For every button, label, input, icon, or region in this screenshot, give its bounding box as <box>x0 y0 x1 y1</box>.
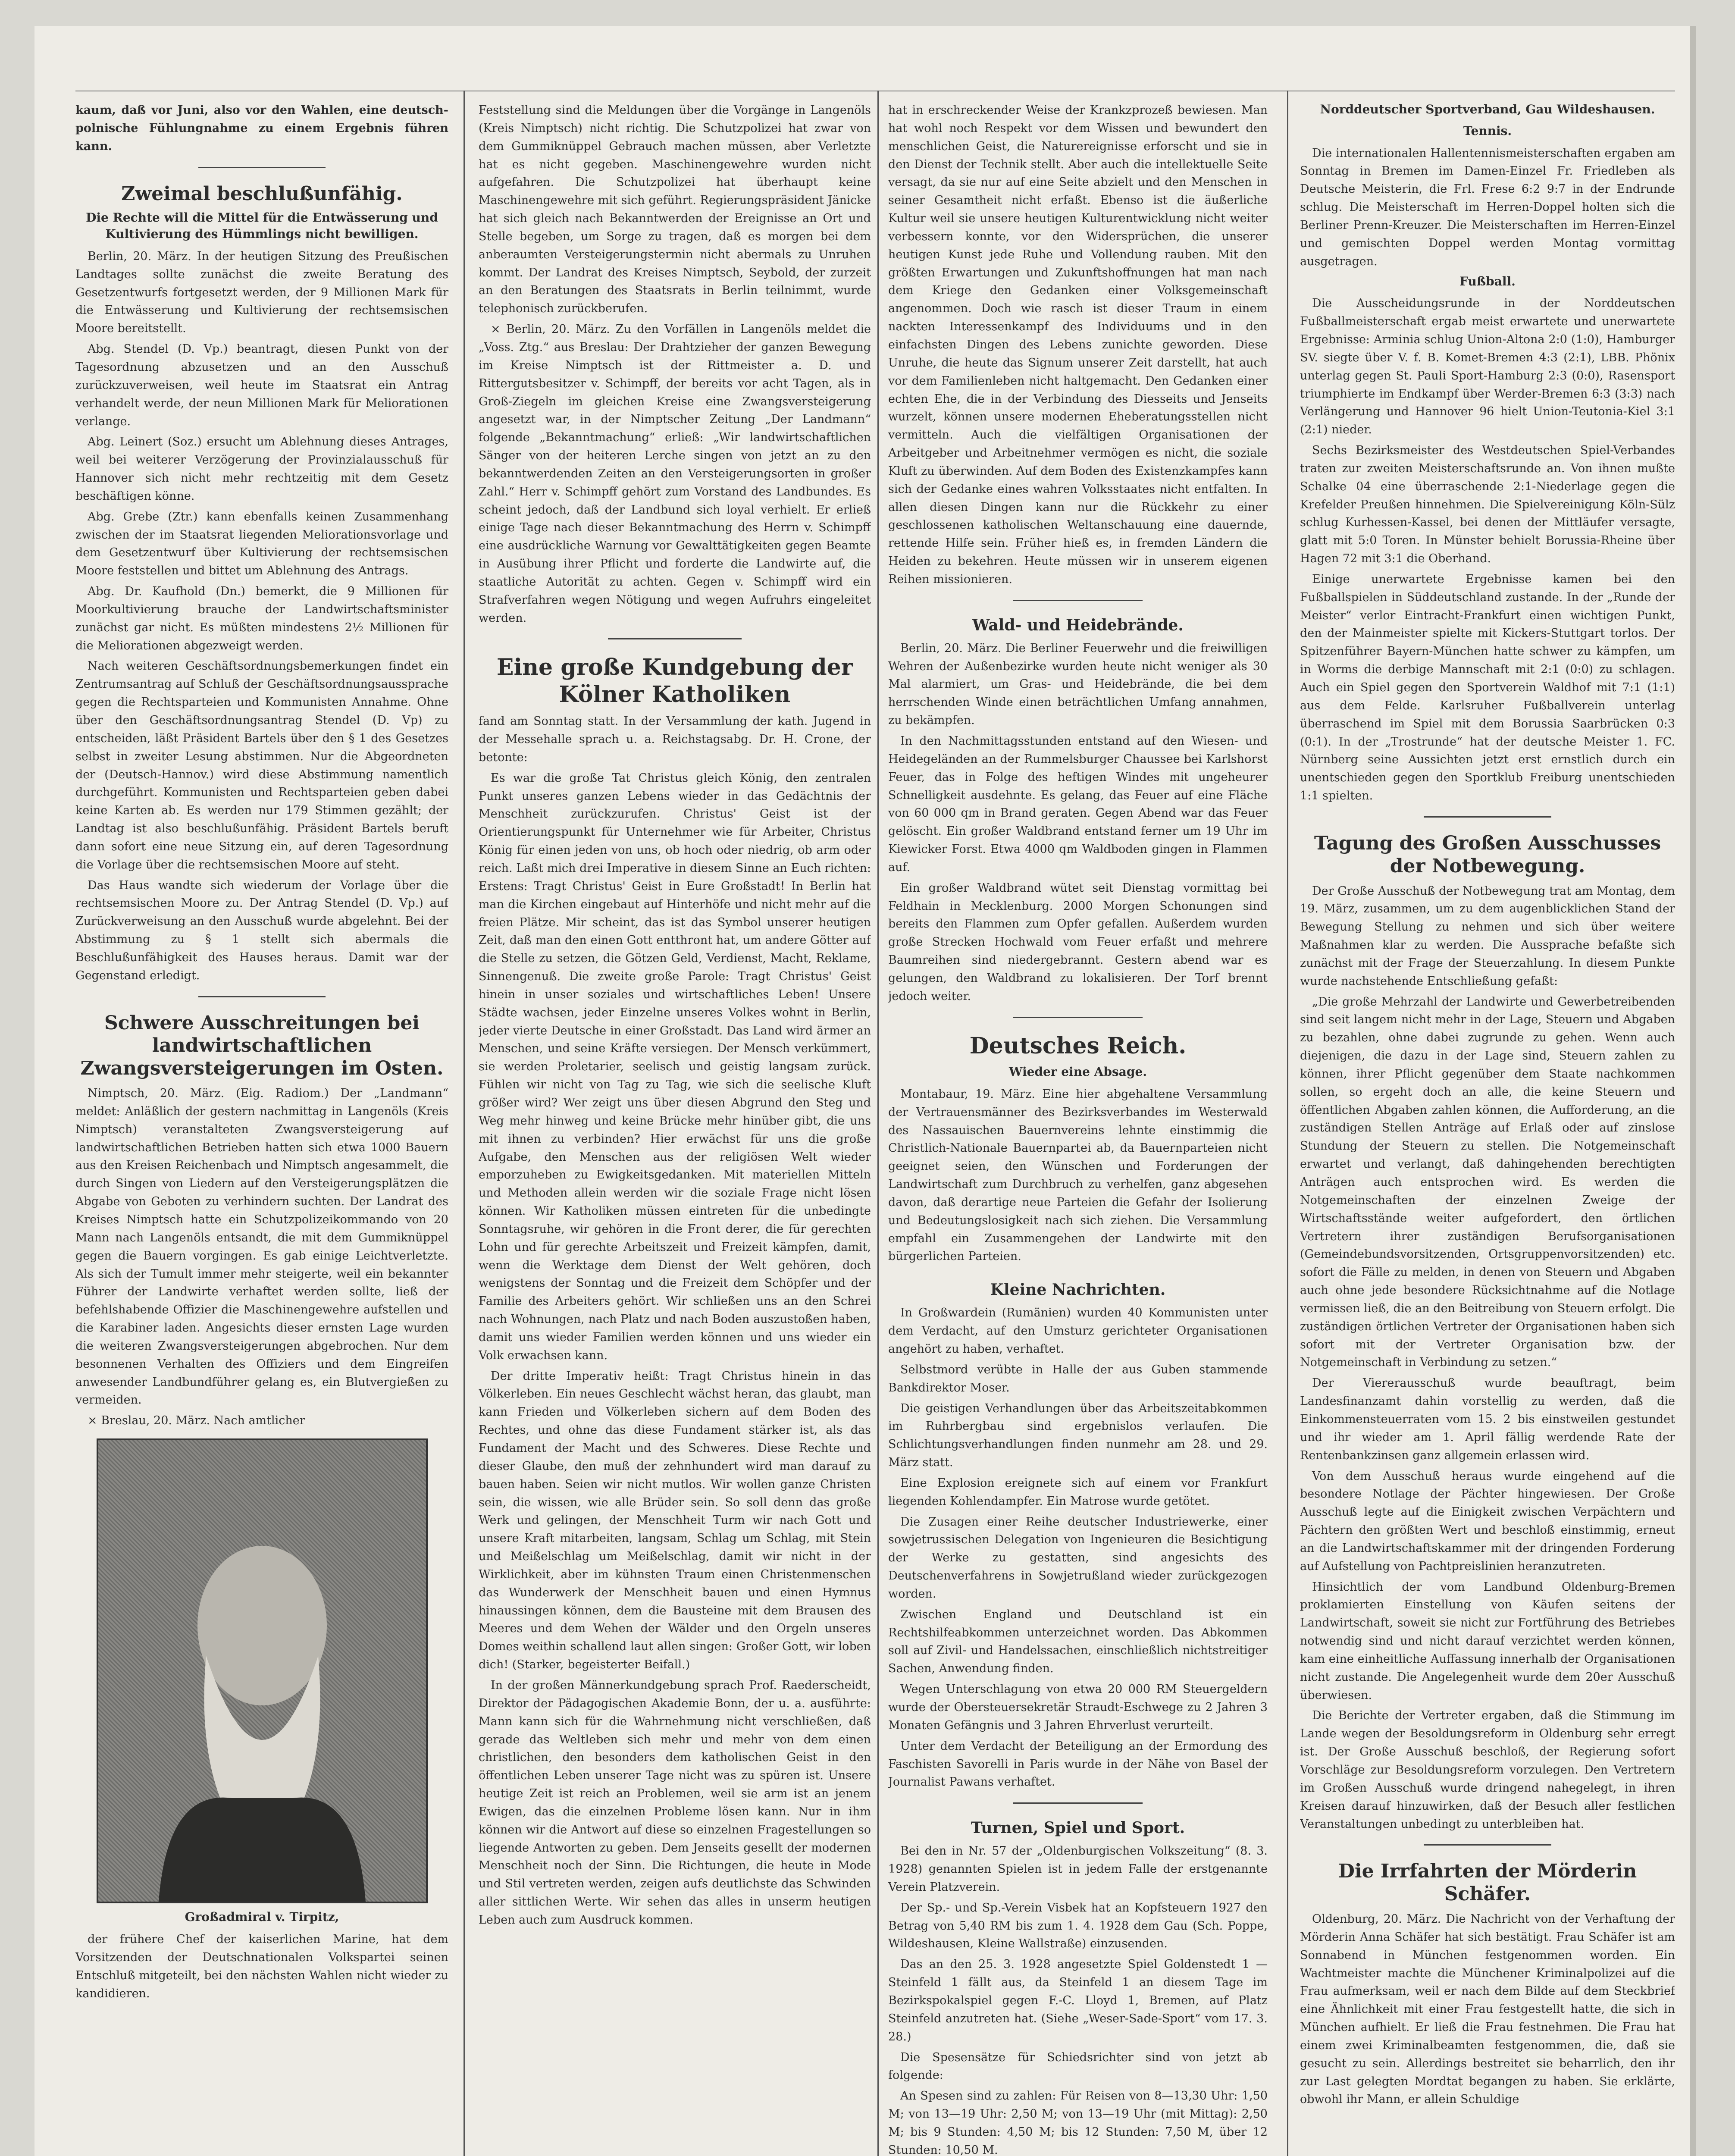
newspaper-page <box>34 26 1696 2156</box>
divider <box>198 996 325 997</box>
paragraph: Selbstmord verübte in Halle der aus Guben stammende Bankdirektor Moser. <box>888 1363 1268 1395</box>
paragraph: fand am Sonntag statt. In der Versammlung der kath. Jugend in der Messehalle sprach u. a. Reichstagsabg. Dr. H. Crone, der betonte: <box>479 714 871 764</box>
paragraph: Das Haus wandte sich wiederum der Vorlage über die rechtsemsischen Moore zu. Der Antrag Stendel (D. Vp.) auf Zurückverweisung an den Ausschuß wurde abgelehnt. Bei der Abstimmung zu § 1 stellt sich abermals die Beschlußunfähigkeit des Hauses heraus. Damit war der Gegenstand erledigt. <box>75 878 448 982</box>
divider <box>1013 1802 1142 1804</box>
paragraph: Berlin, 20. März. In der heutigen Sitzung des Preußischen Landtages sollte zunächst die zweite Beratung des Gesetzentwurfs fortgesetzt werden, der 9 Millionen Mark für die Entwässerung und Kultivierung der rechtsemsischen Moore bereitstellt. <box>75 249 448 335</box>
headline-kundgebung: Eine große Kundgebung der Kölner Katholiken <box>496 654 853 708</box>
divider <box>1424 1844 1551 1846</box>
headline-waldbraende: Wald- und Heidebrände. <box>972 616 1184 634</box>
photo-caption: Großadmiral v. Tirpitz, <box>185 1910 339 1924</box>
paragraph: Ein großer Waldbrand wütet seit Dienstag vormittag bei Feldhain in Mecklenburg. 2000 Morgen Schonungen sind bereits den Flammen zum Opfer gefallen. Außerdem wurden große Strecken Hochwald vom Feuer erfaßt und mehrere Baumreihen sind niedergebrannt. Gestern abend war es gelungen, den Waldbrand zu lokalisieren. Der Torf brennt jedoch weiter. <box>888 881 1268 1003</box>
paragraph: Abg. Leinert (Soz.) ersucht um Ablehnung dieses Antrages, weil bei weiterer Verzögerung der Provinzialausschuß für Hannover sich nicht mehr rechtzeitig mit dem Gesetz beschäftigen könne. <box>75 435 448 503</box>
headline-kleine-nachrichten: Kleine Nachrichten. <box>990 1281 1166 1299</box>
paragraph: In der großen Männerkundgebung sprach Prof. Raederscheidt, Direktor der Pädagogischen Akademie Bonn, der u. a. ausführte: Mann kann sich für die Wahrnehmung nicht verschließen, daß gerade das Weltleben sich mehr und mehr von dem einen christlichen, den besonders dem katholischen Geist in den öffentlichen Leben unserer Tage nicht was zu spüren ist. Unsere heutige Zeit ist reich an Problemen, weil sie arm ist an jenem Ewigen, das die einzelnen Probleme lösen kann. Nur in ihm können wir die Antwort auf diese so einzelnen Fragestellungen so liegende Antworten zu geben. Dem Jenseits gesellt der modernen Menschheit noch der Sinn. Die Richtungen, die heute in Mode und Stil vertreten werden, zeigen aufs deutlichste das Schwinden aller sittlichen Werte. Wir sehen das alles in unserm heutigen Leben auch zum Ausdruck kommen. <box>479 1678 871 1927</box>
divider <box>198 167 325 168</box>
paragraph: Feststellung sind die Meldungen über die Vorgänge in Langenöls (Kreis Nimptsch) nicht richtig. Die Schutzpolizei hat zwar von dem Gummiknüppel Gebrauch machen müssen, aber Verletzte hat es nicht gegeben. Maschinengewehre wurden nicht aufgefahren. Die Schutzpolizei hat überhaupt keine Maschinengewehre mit sich geführt. Regierungspräsident Jänicke hat sich gleich nach Bekanntwerden der Ereignisse an Ort und Stelle begeben, um Sorge zu tragen, daß es morgen bei dem anberaumten Versteigerungstermin nicht abermals zu Unruhen kommt. Der Landrat des Kreises Nimptsch, Seybold, der zurzeit an den Beratungen des Staatsrats in Berlin teilnimmt, wurde telephonisch zurückberufen. <box>479 103 871 316</box>
column-1 <box>75 101 448 2156</box>
paragraph: Der Sp.- und Sp.-Verein Visbek hat an Kopfsteuern 1927 den Betrag von 5,40 RM bis zum 1. 4. 1928 dem Gau (Sch. Poppe, Wildeshausen, Kleine Wallstraße) einzusenden. <box>888 1901 1268 1951</box>
lead-text: kaum, daß vor Juni, also vor den Wahlen, eine deutsch-polnische Fühlungnahme zu einem Ergebnis führen kann. <box>75 103 448 153</box>
paragraph: Von dem Ausschuß heraus wurde eingehend auf die besondere Notlage der Pächter hingewiesen. Der Große Ausschuß legte auf die Einigkeit zwischen Verpächtern und Pächtern den größten Wert und beschloß einstimmig, erneut an die Landwirtschaftskammer mit der dringenden Forderung auf Aufstellung von Pachtpreislinien heranzutreten. <box>1300 1469 1675 1573</box>
divider <box>608 638 741 639</box>
paragraph: Berlin, 20. März. Die Berliner Feuerwehr und die freiwilligen Wehren der Außenbezirke wurden heute nicht weniger als 30 Mal alarmiert, um Gras- und Heidebrände, die bei dem herrschenden Winde einen beträchtlichen Umfang annahmen, zu bekämpfen. <box>888 641 1268 727</box>
paragraph: In Großwardein (Rumänien) wurden 40 Kommunisten unter dem Verdacht, auf den Umsturz gerichteter Organisationen angehört zu haben, verhaftet. <box>888 1306 1268 1356</box>
paragraph: Die Zusagen einer Reihe deutscher Industriewerke, einer sowjetrussischen Delegation von Ingenieuren die Besichtigung der Werke zu gestatten, sind angesichts des Deutschenverfahrens in Sowjetrußland wieder zurückgezogen worden. <box>888 1515 1268 1601</box>
column-rule <box>464 91 465 2156</box>
paragraph: Einige unerwartete Ergebnisse kamen bei den Fußballspielen in Süddeutschland zustande. In der „Runde der Meister“ verlor Eintracht-Frankfurt einen wichtigen Punkt, den der Mainmeister spielte mit Kickers-Stuttgart torlos. Der Spitzenführer Bayern-München hatte schwer zu kämpfen, um in Worms die derbige Mannschaft mit 2:1 (0:0) zu schlagen. Auch ein Spiel gegen den Sportverein Waldhof mit 7:1 (1:1) aus dem Felde. Karlsruher Fußballverein unterlag überraschend im Spiel mit dem Borussia Saarbrücken 0:3 (0:1). In der „Trostrunde“ hat der deutsche Meister 1. FC. Nürnberg seine Aussichten jetzt erst ernstlich durch ein unentschieden gegen den Sportklub Freiburg unentschieden 1:1 spielten. <box>1300 572 1675 803</box>
paragraph: Die Berichte der Vertreter ergaben, daß die Stimmung im Lande wegen der Besoldungsreform in Oldenburg sehr erregt ist. Der Große Ausschuß beschloß, der Regierung sofort Vorschläge zur Besoldungsreform vorzulegen. Den Vertretern im Großen Ausschuß wurde dringend nahegelegt, in ihren Kreisen darauf hinzuwirken, daß der Besuch aller festlichen Veranstaltungen unbedingt zu unterbleiben hat. <box>1300 1709 1675 1831</box>
paragraph: Oldenburg, 20. März. Die Nachricht von der Verhaftung der Mörderin Anna Schäfer hat sich bestätigt. Frau Schäfer ist am Sonnabend in München festgenommen worden. Ein Wachtmeister machte die Münchener Kriminalpolizei auf die Frau aufmerksam, weil er nach dem Bilde auf dem Steckbrief eine Ähnlichkeit mit einer Frau festgestellt hatte, die sich in München aufhielt. Er ließ die Frau festnehmen. Die Frau hat einem zwei Kriminalbeamten festgenommen, die, daß sie gesucht zu sein. Allerdings bestreitet sie beharrlich, den ihr zur Last gelegten Mordtat begangen zu haben. Sie erklärte, obwohl ihr Mann, er allein Schuldige <box>1300 1912 1675 2106</box>
headline-irrfahrten: Die Irrfahrten der Mörderin Schäfer. <box>1338 1860 1637 1905</box>
section-header: Fußball. <box>1459 274 1516 288</box>
divider <box>1013 1017 1142 1018</box>
paragraph: Montabaur, 19. März. Eine hier abgehaltene Versammlung der Vertrauensmänner des Bezirksverbandes im Westerwald des Nassauischen Bauernvereins lehnte einstimmig die Christlich-Nationale Bauernpartei ab, da Bauernparteien nicht geeignet seien, den Wünschen und Forderungen der Landwirtschaft zum Durchbruch zu verhelfen, ganz abgesehen davon, daß derartige neue Parteien die Gefahr der Isolierung und Bedeutungslosigkeit nach sich ziehen. Die Versammlung empfahl ein Zusammengehen der Landwirte mit den bürgerlichen Parteien. <box>888 1087 1268 1263</box>
divider <box>1013 600 1142 601</box>
column-rule <box>1287 91 1288 2156</box>
paragraph: Die geistigen Verhandlungen über das Arbeitszeitabkommen im Ruhrbergbau sind ergebnislos verlaufen. Die Schlichtungsverhandlungen finden nunmehr am 28. und 29. März statt. <box>888 1401 1268 1470</box>
paragraph: Zwischen England und Deutschland ist ein Rechtshilfeabkommen unterzeichnet worden. Das Abkommen soll auf Zivil- und Handelssachen, einschließlich nichtstreitiger Sachen, Anwendung finden. <box>888 1608 1268 1676</box>
paragraph: Das an den 25. 3. 1928 angesetzte Spiel Goldenstedt 1 — Steinfeld 1 fällt aus, da Steinfeld 1 an diesem Tage im Bezirkspokalspiel gegen F.-C. Lloyd 1, Bremen, auf Platz Steinfeld anzutreten hat. (Siehe „Weser-Sade-Sport“ vom 17. 3. 28.) <box>888 1958 1268 2043</box>
portrait-figure <box>133 1514 391 1902</box>
paragraph: Die Spesensätze für Schiedsrichter sind von jetzt ab folgende: <box>888 2050 1268 2082</box>
headline-sport: Turnen, Spiel und Sport. <box>971 1819 1185 1837</box>
paragraph: Wegen Unterschlagung von etwa 20 000 RM Steuergeldern wurde der Obersteuersekretär Straudt-Eschwege zu 2 Jahren 3 Monaten Gefängnis und 3 Jahren Ehrverlust verurteilt. <box>888 1683 1268 1732</box>
divider <box>1424 816 1551 818</box>
paragraph: Eine Explosion ereignete sich auf einem vor Frankfurt liegenden Kohlendampfer. Ein Matrose wurde getötet. <box>888 1476 1268 1508</box>
paragraph: Nach weiteren Geschäftsordnungsbemerkungen findet ein Zentrumsantrag auf Schluß der Geschäftsordnungsaussprache gegen die Rechtsparteien und Kommunisten Annahme. Ohne über den Geschäftsordnungsantrag Stendel (D. Vp) zu entscheiden, läßt Präsident Bartels über den § 1 des Gesetzes selbst in zweiter Lesung abstimmen. Nur die Abgeordneten der (Deutsch-Hannov.) wird diese Abstimmung namentlich durchgeführt. Kommunisten und Rechtsparteien geben dabei keine Karten ab. Es werden nur 179 Stimmen gezählt; der Landtag ist also beschlußunfähig. Präsident Bartels beruft dann sofort eine neue Sitzung ein, auf deren Tagesordnung die Vorlage über die rechtsemsischen Moore auf steht. <box>75 659 448 871</box>
column-4 <box>1300 101 1675 2156</box>
paragraph: Hinsichtlich der vom Landbund Oldenburg-Bremen proklamierten Einstellung von Käufen seitens der Landwirtschaft, soweit sie nicht zur Fortführung des Betriebes notwendig sind und nicht darauf verzichtet werden können, kam eine einheitliche Auffassung innerhalb der Organisationen nicht zustande. Die Angelegenheit wurde dem 20er Ausschuß überwiesen. <box>1300 1580 1675 1702</box>
headline-tagung: Tagung des Großen Ausschusses der Notbewegung. <box>1314 832 1661 877</box>
paragraph: „Die große Mehrzahl der Landwirte und Gewerbetreibenden sind seit langem nicht mehr in der Lage, Steuern und Abgaben zu bezahlen, ohne dabei zugrunde zu gehen. Wenn auch diejenigen, die dazu in der Lage sind, Steuern zahlen zu können, ihrer Pflicht gegenüber dem Staate nachkommen sollen, so ergeht doch an alle, die keine Steuern und öffentlichen Abgaben zahlen können, die Aufforderung, an die zuständigen Stellen Anträge auf Erlaß oder auf zinslose Stundung der Steuern zu stellen. Die Notgemeinschaft erwartet und verlangt, daß dahingehenden berechtigten Anträgen auch entsprochen wird. Es werden die Notgemeinschaften der einzelnen Zweige der Wirtschaftsstände weiter aufgefordert, den örtlichen Vertretern ihrer zuständigen Berufsorganisationen (Gemeindebundsvorsitzenden, Ortsgruppenvorsitzenden) etc. sofort die Fälle zu melden, in denen von Steuern und Abgaben auch ohne jede besondere Rücksichtnahme auf die Notlage vermissen ließ, die an den Beitreibung von Steuern erfolgt. Die zuständigen örtlichen Vertreter der Organisationen haben sich sofort mit der Vertreter Organisation bzw. der Notgemeinschaft in Verbindung zu setzen.“ <box>1300 995 1675 1369</box>
section-header: Tennis. <box>1463 123 1512 138</box>
headline-deutsches-reich: Deutsches Reich. <box>969 1032 1187 1059</box>
paragraph: × Berlin, 20. März. Zu den Vorfällen in Langenöls meldet die „Voss. Ztg.“ aus Breslau: Der Drahtzieher der ganzen Bewegung im Kreise Nimptsch ist der Rittmeister a. D. und Rittergutsbesitzer v. Schimpff, der bereits vor acht Tagen, als in Groß-Ziegeln im gleichen Kreise eine Zwangsversteigerung angesetzt war, in der Nimptscher Zeitung „Der Landmann“ folgende „Bekanntmachung“ erließ: „Wir landwirtschaftlichen Sänger von der heiteren Lerche singen von jetzt an zu den bekanntwerdenden Zeiten an den Versteigerungsorten in großer Zahl.“ Herr v. Schimpff gehört zum Vorstand des Landbundes. Es scheint jedoch, daß der Landbund sich loyal verhielt. Er erließ einige Tage nach dieser Bekanntmachung des Herrn v. Schimpff eine ausdrückliche Warnung vor Gewalttätigkeiten gegen Beamte in Ausübung ihrer Pflicht und forderte die Landwirte auf, die staatliche Autorität zu achten. Gegen v. Schimpff wird ein Strafverfahren wegen Nötigung und wegen Aufruhrs eingeleitet werden. <box>479 323 871 625</box>
paragraph: Der Große Ausschuß der Notbewegung trat am Montag, dem 19. März, zusammen, um zu dem augenblicklichen Stand der Bewegung Stellung zu nehmen und sich über weitere Maßnahmen klar zu werden. Die Aussprache befaßte sich zunächst mit der Frage der Steuerzahlung. In diesem Punkte wurde nachstehende Entschließung gefaßt: <box>1300 884 1675 988</box>
portrait-photo <box>97 1438 428 1903</box>
paragraph: × Breslau, 20. März. Nach amtlicher <box>88 1414 305 1428</box>
section-header: Norddeutscher Sportverband, Gau Wildeshausen. <box>1320 102 1655 116</box>
paragraph: Unter dem Verdacht der Beteiligung an der Ermordung des Faschisten Savorelli in Paris wurde in der Nähe von Basel der Journalist Pawans verhaftet. <box>888 1739 1268 1789</box>
paragraph: Es war die große Tat Christus gleich König, den zentralen Punkt unseres ganzen Lebens wieder in das Gedächtnis der Menschheit zurückzurufen. Christus' Geist ist der Orientierungspunkt für Unternehmer wie für Arbeiter, Christus König für einen jeden von uns, ob hoch oder niedrig, ob arm oder reich. Laßt mich drei Imperative in diesem Sinne an Euch richten: Erstens: Tragt Christus' Geist in Eure Großstadt! In Berlin hat man die Kirchen eingebaut auf Hinterhöfe und nicht mehr auf die freien Plätze. Mir scheint, das ist das Symbol unserer heutigen Zeit, daß man den einen Gott entthront hat, um andere Götter auf die Stelle zu setzen, die Götzen Geld, Verdienst, Macht, Reklame, Sinnengenuß. Die zweite große Parole: Tragt Christus' Geist hinein in unser soziales und wirtschaftliches Leben! Unsere Städte wachsen, jeder Einzelne unseres Volkes wohnt in Berlin, jeder vierte Deutsche in einer Großstadt. Das Land wird ärmer an Menschen, und seine Kräfte versiegen. Der Mensch verkümmert, sie werden Proletarier, seelisch und geistig langsam zurück. Fühlen wir nicht von Tag zu Tag, wie sich die seelische Kluft größer wird? Wer zeigt uns über diesen Abgrund den Steg und Weg mehr hinweg und keine Brücke mehr hinüber gibt, die uns mit ihnen zu verbinden? Hier erwächst für uns die große Aufgabe, den Menschen aus der religiösen Welt wieder emporzuheben zu Ewigkeitsgedanken. Mit materiellen Mitteln und Methoden allein werden wir die soziale Frage nicht lösen können. Wir Katholiken müssen eintreten für die unbedingte Sonntagsruhe, wir gehören in die Front derer, die für gerechten Lohn und für gerechte Arbeitszeit und Freizeit kämpfen, damit, wenn die Werktage dem Dienst der Welt gehören, doch wenigstens der Sonntag und die Freizeit dem Schöpfer und der Familie des Arbeiters gehört. Wir schließen uns an den Schrei nach Wohnungen, nach Platz und nach Boden auszustoßen haben, damit uns wieder Familien werden können und uns wieder ein Volk erwachsen kann. <box>479 771 871 1362</box>
column-3 <box>888 101 1268 2156</box>
paragraph: Der dritte Imperativ heißt: Tragt Christus hinein in das Völkerleben. Ein neues Geschlecht wächst heran, das glaubt, man kann Frieden und Völkerleben sichern auf dem Boden des Rechtes, und ohne das diese Fundament stärker ist, als das Fundament der Macht und des Schweres. Diese Rechte und dieser Glaube, den muß der zehnhundert wird man darauf zu bauen haben. Seien wir nicht mutlos. Wir wollen ganze Christen sein, die wissen, wie alle Brüder sein. So soll denn das große Werk und gelingen, der Menschheit Turm wir nach Gott und unsere Kraft mitarbeiten, langsam, Schlag um Schlag, mit Stein und Meißelschlag um Meißelschlag, damit wir nicht in der Wirklichkeit, aber im kühnsten Traum einen Christenmenschen das Wunderwerk der Menschheit bauen und einen Hymnus hinaussingen können, dem die Bausteine mit dem Brausen des Meeres und dem Wehen der Wälder und den Orgeln unseres Domes weithin schallend laut allen singen: Großer Gott, wir loben dich! (Starker, begeisterter Beifall.) <box>479 1369 871 1672</box>
paragraph: Abg. Grebe (Ztr.) kann ebenfalls keinen Zusammenhang zwischen der im Staatsrat liegenden Meliorationsvorlage und dem Gesetzentwurf über Kultivierung der rechtsemsischen Moore feststellen und bittet um Ablehnung des Antrags. <box>75 510 448 578</box>
paragraph: An Spesen sind zu zahlen: Für Reisen von 8—13,30 Uhr: 1,50 M; von 13—19 Uhr: 2,50 M; von 13—19 Uhr (mit Mittag): 2,50 M; bis 9 Stunden: 4,50 M; bis 12 Stunden: 7,50 M, über 12 Stunden: 10,50 M. <box>888 2089 1268 2156</box>
paragraph: Abg. Dr. Kaufhold (Dn.) bemerkt, die 9 Millionen für Moorkultivierung brauche der Landwirtschaftsminister zunächst gar nicht. Es müßten mindestens 2½ Millionen für die Meliorationen abgezweigt werden. <box>75 585 448 652</box>
paragraph: Die Ausscheidungsrunde in der Norddeutschen Fußballmeisterschaft ergab meist erwartete und unerwartete Ergebnisse: Arminia schlug Union-Altona 2:0 (1:0), Hamburger SV. siegte über V. f. B. Komet-Bremen 4:3 (2:1), LBB. Phönix unterlag gegen St. Pauli Sport-Hamburg 2:3 (0:0), Rasensport triumphierte im Endkampf über Werder-Bremen 6:3 (3:3) nach Verlängerung und Hannover 96 hielt Union-Teutonia-Kiel 3:1 (2:1) nieder. <box>1300 297 1675 437</box>
paragraph: Nimptsch, 20. März. (Eig. Radiom.) Der „Landmann“ meldet: Anläßlich der gestern nachmittag in Langenöls (Kreis Nimptsch) veranstalteten Zwangsversteigerung auf landwirtschaftlichen Betrieben hatten sich etwa 1000 Bauern aus den Kreisen Reichenbach und Nimptsch angesammelt, die durch Singen von Liedern auf den Versteigerungsplätzen die Abgabe von Geboten zu verhindern suchten. Der Landrat des Kreises Nimptsch hatte ein Schutzpolizeikommando von 20 Mann nach Langenöls entsandt, die mit dem Gummiknüppel gegen die Bauern vorgingen. Es gab einige Leichtverletzte. Als sich der Tumult immer mehr steigerte, weil ein bekannter Führer der Landwirte verhaftet werden sollte, ließ der befehlshabende Offizier die Maschinengewehre aufstellen und die Karabiner laden. Angesichts dieser ernsten Lage wurden die weiteren Zwangsversteigerungen abgebrochen. Nur dem besonnenen Verhalten des Offiziers und dem Eingreifen anwesender Landbundführer gelang es, ein Blutvergießen zu vermeiden. <box>75 1087 448 1407</box>
column-rule <box>877 91 879 2156</box>
subheadline: Wieder eine Absage. <box>1008 1065 1147 1079</box>
paragraph: Abg. Stendel (D. Vp.) beantragt, diesen Punkt von der Tagesordnung abzusetzen und an den Ausschuß zurückzuverweisen, weil heute im Staatsrat ein Antrag verhandelt werde, der neun Millionen Mark für Meliorationen verlange. <box>75 342 448 428</box>
headline-ausschreitungen: Schwere Ausschreitungen bei landwirtschaftlichen Zwangsversteigerungen im Osten. <box>80 1012 444 1080</box>
headline-beschlussunfaehig: Zweimal beschlußunfähig. <box>121 182 403 205</box>
paragraph: In den Nachmittagsstunden entstand auf den Wiesen- und Heidegeländen an der Rummelsburger Chaussee bei Karlshorst Feuer, das in Folge des heftigen Windes mit ungeheurer Schnelligkeit ausdehnte. Es gelang, das Feuer auf eine Fläche von 60 000 qm in Brand geraten. Gegen Abend war das Feuer gelöscht. Ein großer Waldbrand entstand ferner um 19 Uhr im Kiewicker Forst. Etwa 4000 qm Waldboden gingen in Flammen auf. <box>888 734 1268 874</box>
paragraph: Bei den in Nr. 57 der „Oldenburgischen Volkszeitung“ (8. 3. 1928) genannten Spielen ist in jedem Falle der erstgenannte Verein Platzverein. <box>888 1844 1268 1894</box>
paragraph: der frühere Chef der kaiserlichen Marine, hat dem Vorsitzenden der Deutschnationalen Volkspartei seinen Entschluß mitgeteilt, bei den nächsten Wahlen nicht wieder zu kandidieren. <box>75 1933 448 2001</box>
subheadline: Die Rechte will die Mittel für die Entwässerung und Kultivierung des Hümmlings nicht bewilligen. <box>86 210 438 241</box>
paragraph: Der Viererausschuß wurde beauftragt, beim Landesfinanzamt dahin vorstellig zu werden, daß die Einkommensteuerraten vom 15. 2 bis einstweilen gestundet und ihr wieder am 1. April fällig werdende Rate der Rentenbankzinsen ganz allgemein erlassen wird. <box>1300 1376 1675 1462</box>
paragraph: Sechs Bezirksmeister des Westdeutschen Spiel-Verbandes traten zur zweiten Meisterschaftsrunde an. Von ihnen mußte Schalke 04 eine überraschende 2:1-Niederlage gegen die Krefelder Preußen hinnehmen. Die Spielvereinigung Köln-Sülz schlug Kurhessen-Kassel, bei denen der Mittläufer versagte, glatt mit 5:0 Toren. In Münster behielt Borussia-Rheine über Hagen 72 mit 3:1 die Oberhand. <box>1300 444 1675 566</box>
paragraph: hat in erschreckender Weise der Krankzprozeß bewiesen. Man hat wohl noch Respekt vor dem Wissen und bewundert den menschlichen Geist, die Naturereignisse erforscht und sie in den Dienst der Technik stellt. Aber auch die intellektuelle Seite versagt, da sie nur auf eine Seite abzielt und den Menschen in seiner Gesamtheit nicht erfaßt. Ebenso ist die äußerliche Kultur weil sie unsere heutigen Kulturentwicklung nicht weiter verbessern konnte, vor den Widersprüchen, die unserer heutigen Kunst jede Ruhe und Vollendung rauben. Mit den größten Erwartungen und Zukunftshoffnungen hat man nach dem Kriege den Gedanken einer Volksgemeinschaft angenommen. Doch wie rasch ist dieser Traum in einem nackten Interessenkampf des Individuums und in den einfachsten Dingen des Lebens zunichte geworden. Diese Unruhe, die heute das Signum unserer Zeit darstellt, hat auch vor dem Familienleben nicht haltgemacht. Den Gedanken einer echten Ehe, die in der Verbindung des Diesseits und Jenseits wurzelt, können unsere modernen Eheberatungsstellen nicht vermitteln. Auch die vielfältigen Organisationen der Arbeitgeber und Arbeitnehmer vermögen es nicht, die soziale Kluft zu überwinden. Auf dem Boden des Existenzkampfes kann sich der Gedanke eines wahren Volksstaates nicht entfalten. In allen diesen Dingen kann nur die Rückkehr zu einer geschlossenen katholischen Weltanschauung eine dauernde, rettende Hilfe sein. Früher hieß es, in fremden Ländern die Heiden zu bekehren. Heute müssen wir in unserem eigenen Reihen missionieren. <box>888 103 1268 586</box>
column-2 <box>479 101 871 2156</box>
paragraph: Die internationalen Hallentennismeisterschaften ergaben am Sonntag in Bremen im Damen-Einzel Fr. Friedleben als Deutsche Meisterin, die Frl. Frese 6:2 9:7 in der Endrunde schlug. Die Meisterschaft im Herren-Doppel holten sich die Berliner Prenn-Kreuzer. Die Meisterschaften im Herren-Einzel und gemischten Doppel werden Montag vormittag ausgetragen. <box>1300 146 1675 268</box>
